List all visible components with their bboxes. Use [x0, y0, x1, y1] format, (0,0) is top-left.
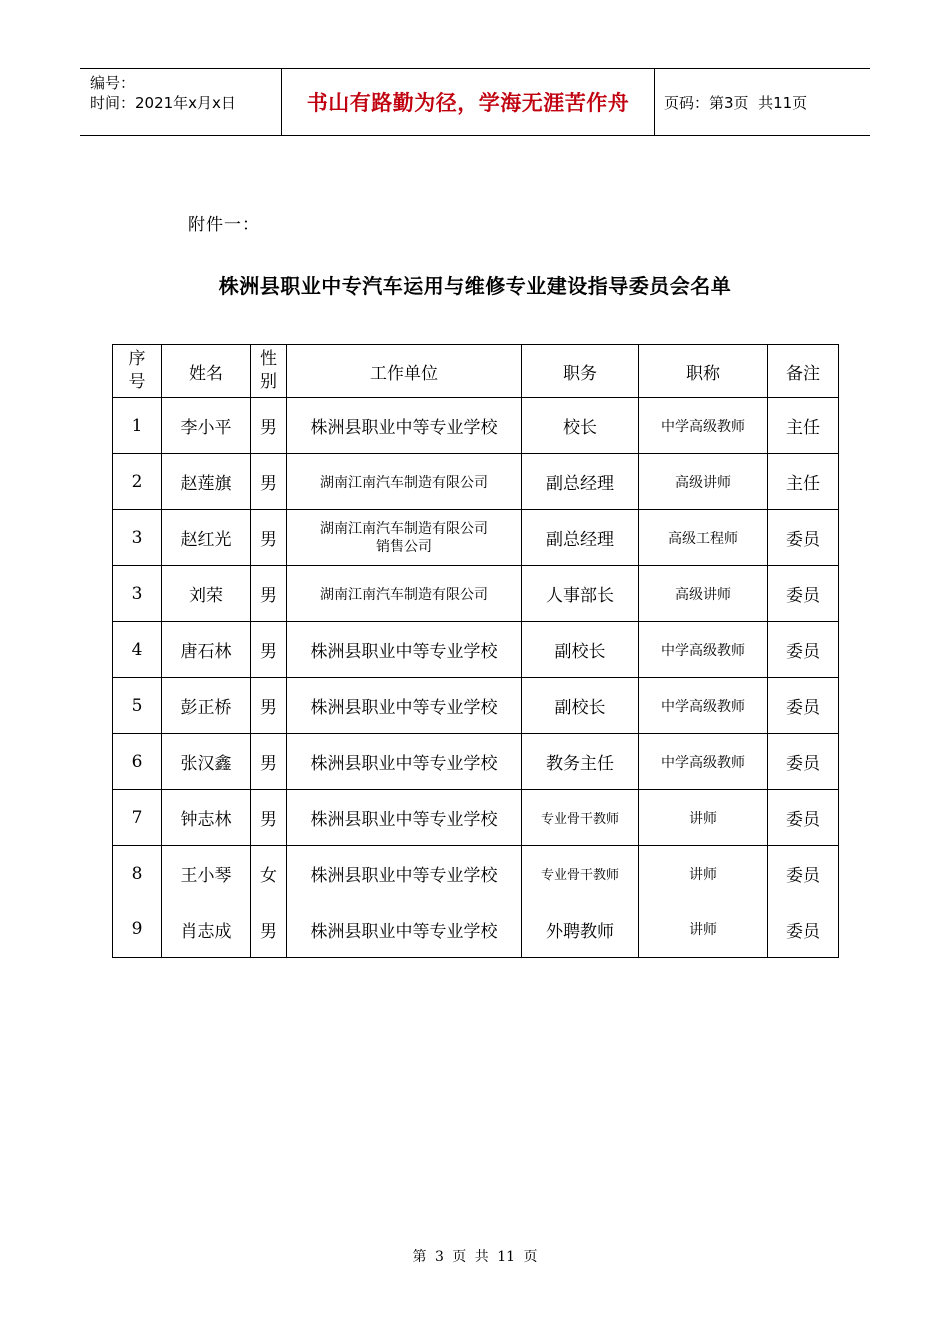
cell-title: 高级工程师: [639, 510, 768, 566]
cell-position: 教务主任: [522, 734, 639, 790]
header-name: 姓名: [162, 345, 251, 398]
cell-seq: 7: [113, 790, 162, 846]
cell-title: 中学高级教师: [639, 398, 768, 454]
cell-title: 讲师: [639, 846, 768, 902]
table-row: [113, 622, 839, 678]
cell-remark: 委员: [768, 510, 839, 566]
cell-gender: 男: [251, 566, 287, 622]
table-row: [113, 902, 839, 958]
cell-position: 专业骨干教师: [522, 790, 639, 846]
cell-position: 外聘教师: [522, 902, 639, 958]
table-row: [113, 510, 839, 566]
cell-title: 讲师: [639, 790, 768, 846]
header-gender: 性 别: [251, 345, 287, 398]
header-motto: 书山有路勤为径，学海无涯苦作舟: [306, 91, 630, 115]
table-row: [113, 846, 839, 902]
cell-gender: 男: [251, 510, 287, 566]
cell-name: 王小琴: [162, 846, 251, 902]
cell-title: 中学高级教师: [639, 678, 768, 734]
cell-remark: 委员: [768, 566, 839, 622]
cell-remark: 委员: [768, 846, 839, 902]
header-page-number: 页码：第3页 共11页: [664, 93, 808, 112]
cell-seq: 1: [113, 398, 162, 454]
cell-seq: 9: [113, 902, 162, 958]
cell-organization: 株洲县职业中等专业学校: [287, 902, 522, 958]
cell-title: 中学高级教师: [639, 622, 768, 678]
header-divider: [654, 69, 655, 135]
cell-remark: 委员: [768, 678, 839, 734]
cell-organization: 湖南江南汽车制造有限公司: [287, 566, 522, 622]
table-row: [113, 678, 839, 734]
cell-title: 高级讲师: [639, 566, 768, 622]
table-row: [113, 734, 839, 790]
cell-organization: 株洲县职业中等专业学校: [287, 790, 522, 846]
page-footer: 第 3 页 共 11 页: [412, 1249, 538, 1265]
header-position: 职务: [522, 345, 639, 398]
header-seq: 序 号: [113, 345, 162, 398]
cell-seq: 2: [113, 454, 162, 510]
cell-name: 肖志成: [162, 902, 251, 958]
cell-seq: 4: [113, 622, 162, 678]
cell-organization: 株洲县职业中等专业学校: [287, 398, 522, 454]
table-row: [113, 566, 839, 622]
header-meta: [90, 73, 236, 113]
cell-organization: 株洲县职业中等专业学校: [287, 734, 522, 790]
table-row: [113, 790, 839, 846]
cell-name: 李小平: [162, 398, 251, 454]
annex-label: 附件一：: [188, 215, 260, 235]
cell-seq: 5: [113, 678, 162, 734]
header-organization: 工作单位: [287, 345, 522, 398]
cell-gender: 男: [251, 622, 287, 678]
cell-organization: 株洲县职业中等专业学校: [287, 622, 522, 678]
cell-seq: 6: [113, 734, 162, 790]
cell-remark: 委员: [768, 902, 839, 958]
cell-organization: 株洲县职业中等专业学校: [287, 846, 522, 902]
cell-position: 人事部长: [522, 566, 639, 622]
cell-name: 刘荣: [162, 566, 251, 622]
cell-organization: 湖南江南汽车制造有限公司 销售公司: [287, 510, 522, 566]
cell-position: 专业骨干教师: [522, 846, 639, 902]
cell-position: 副校长: [522, 622, 639, 678]
cell-name: 赵红光: [162, 510, 251, 566]
cell-title: 讲师: [639, 902, 768, 958]
cell-seq: 3: [113, 566, 162, 622]
cell-gender: 男: [251, 454, 287, 510]
cell-gender: 男: [251, 734, 287, 790]
table-row: [113, 454, 839, 510]
document-date-label: 时间：2021年x月x日: [90, 94, 236, 112]
page-header: [80, 68, 870, 136]
cell-position: 副总经理: [522, 454, 639, 510]
cell-gender: 男: [251, 678, 287, 734]
document-title: 株洲县职业中专汽车运用与维修专业建设指导委员会名单: [218, 274, 732, 298]
cell-name: 张汉鑫: [162, 734, 251, 790]
cell-position: 校长: [522, 398, 639, 454]
cell-position: 副校长: [522, 678, 639, 734]
cell-seq: 8: [113, 846, 162, 902]
header-title: 职称: [639, 345, 768, 398]
cell-organization: 湖南江南汽车制造有限公司: [287, 454, 522, 510]
cell-gender: 男: [251, 398, 287, 454]
cell-seq: 3: [113, 510, 162, 566]
cell-name: 唐石林: [162, 622, 251, 678]
cell-remark: 主任: [768, 454, 839, 510]
cell-title: 中学高级教师: [639, 734, 768, 790]
cell-name: 彭正桥: [162, 678, 251, 734]
table-header-row: [113, 345, 839, 398]
cell-name: 赵莲旗: [162, 454, 251, 510]
committee-table: [112, 344, 839, 958]
cell-name: 钟志林: [162, 790, 251, 846]
cell-remark: 主任: [768, 398, 839, 454]
cell-gender: 男: [251, 902, 287, 958]
cell-remark: 委员: [768, 622, 839, 678]
cell-remark: 委员: [768, 734, 839, 790]
cell-organization: 株洲县职业中等专业学校: [287, 678, 522, 734]
document-number-label: 编号：: [90, 74, 136, 92]
cell-gender: 男: [251, 790, 287, 846]
cell-remark: 委员: [768, 790, 839, 846]
cell-title: 高级讲师: [639, 454, 768, 510]
cell-position: 副总经理: [522, 510, 639, 566]
cell-gender: 女: [251, 846, 287, 902]
table-row: [113, 398, 839, 454]
header-remark: 备注: [768, 345, 839, 398]
